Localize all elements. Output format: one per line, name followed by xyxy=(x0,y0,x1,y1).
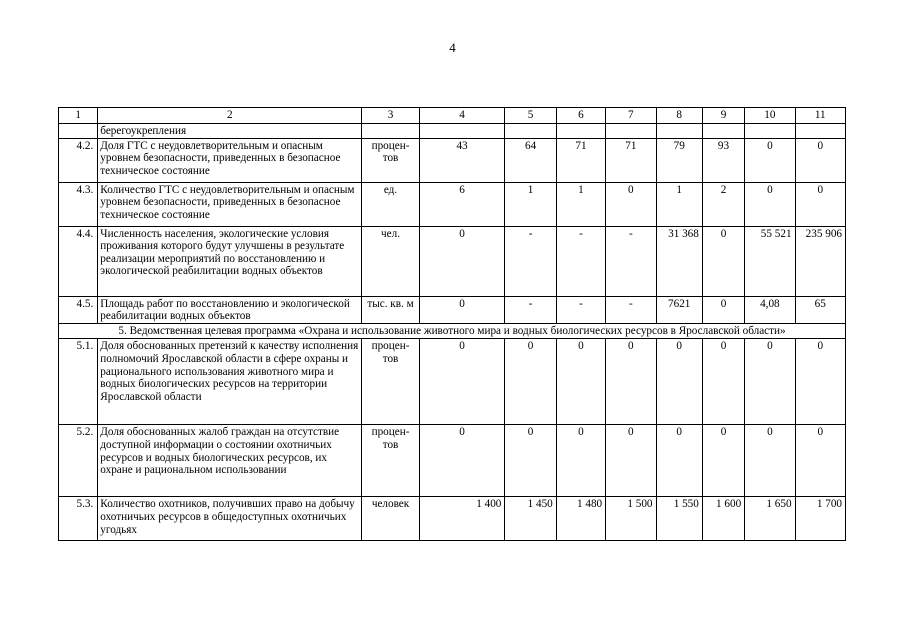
value-cell: 1 400 xyxy=(419,497,505,541)
header-cell: 1 xyxy=(59,108,98,124)
value-cell: 0 xyxy=(505,425,556,497)
value-cell: 0 xyxy=(419,296,505,323)
unit-cell xyxy=(362,124,419,139)
unit-cell: процен-тов xyxy=(362,425,419,497)
value-cell xyxy=(656,124,702,139)
value-cell xyxy=(606,124,656,139)
header-cell: 3 xyxy=(362,108,419,124)
table-row xyxy=(59,497,846,541)
value-cell: 79 xyxy=(656,138,702,182)
value-cell: 1 500 xyxy=(606,497,656,541)
value-cell: 1 xyxy=(556,182,605,226)
value-cell: 71 xyxy=(556,138,605,182)
value-cell: 0 xyxy=(702,296,744,323)
indicator-name: Количество охотников, получивших право на добычу охотничьих ресурсов в общедоступных охотничьих угодьях xyxy=(98,497,362,541)
value-cell: 31 368 xyxy=(656,226,702,296)
table-row xyxy=(59,339,846,425)
value-cell: 0 xyxy=(656,339,702,425)
unit-cell: процен-тов xyxy=(362,339,419,425)
value-cell: 0 xyxy=(702,226,744,296)
row-number xyxy=(59,124,98,139)
unit-cell: чел. xyxy=(362,226,419,296)
table-row xyxy=(59,425,846,497)
table-row xyxy=(59,182,846,226)
indicator-name: Количество ГТС с неудовлетворительным и опасным уровнем безопасности, приведенных в безопасное техническое состояние xyxy=(98,182,362,226)
value-cell: 0 xyxy=(606,425,656,497)
indicator-name: Доля обоснованных жалоб граждан на отсутствие доступной информации о состоянии охотничьих ресурсов и водных биологических ресурсов, их охране и рациональном использовании xyxy=(98,425,362,497)
value-cell xyxy=(745,124,795,139)
indicator-name: Доля обоснованных претензий к качеству исполнения полномочий Ярославской области в сфере охраны и рационального использования животного мира и водных биологических ресурсов на территории Ярославской области xyxy=(98,339,362,425)
value-cell: 43 xyxy=(419,138,505,182)
row-number: 4.2. xyxy=(59,138,98,182)
header-cell: 2 xyxy=(98,108,362,124)
unit-cell: ед. xyxy=(362,182,419,226)
value-cell: - xyxy=(606,296,656,323)
indicator-name: Численность населения, экологические условия проживания которого будут улучшены в результате реализации мероприятий по восстановлению и экологической реабилитации водных объектов xyxy=(98,226,362,296)
value-cell: 0 xyxy=(795,339,845,425)
value-cell: 0 xyxy=(795,138,845,182)
value-cell: 0 xyxy=(419,339,505,425)
value-cell: 1 700 xyxy=(795,497,845,541)
value-cell: 0 xyxy=(745,425,795,497)
value-cell: 65 xyxy=(795,296,845,323)
value-cell: 1 xyxy=(505,182,556,226)
value-cell: - xyxy=(556,226,605,296)
value-cell: 55 521 xyxy=(745,226,795,296)
indicator-name: Площадь работ по восстановлению и экологической реабилитации водных объектов xyxy=(98,296,362,323)
value-cell: 0 xyxy=(606,182,656,226)
row-number: 4.4. xyxy=(59,226,98,296)
value-cell: 0 xyxy=(505,339,556,425)
value-cell: - xyxy=(556,296,605,323)
header-cell: 9 xyxy=(702,108,744,124)
row-number: 5.2. xyxy=(59,425,98,497)
value-cell: 71 xyxy=(606,138,656,182)
unit-cell: человек xyxy=(362,497,419,541)
table-row xyxy=(59,296,846,323)
value-cell: 0 xyxy=(702,339,744,425)
table-row xyxy=(59,124,846,139)
value-cell: 0 xyxy=(745,138,795,182)
value-cell: 0 xyxy=(745,182,795,226)
value-cell xyxy=(419,124,505,139)
indicators-table xyxy=(58,107,846,541)
value-cell: - xyxy=(606,226,656,296)
value-cell: 0 xyxy=(745,339,795,425)
table-row xyxy=(59,138,846,182)
value-cell xyxy=(505,124,556,139)
value-cell: 0 xyxy=(556,425,605,497)
value-cell: 93 xyxy=(702,138,744,182)
value-cell: - xyxy=(505,296,556,323)
value-cell: 4,08 xyxy=(745,296,795,323)
header-cell: 6 xyxy=(556,108,605,124)
value-cell: 235 906 xyxy=(795,226,845,296)
value-cell: 0 xyxy=(702,425,744,497)
value-cell: 0 xyxy=(795,425,845,497)
header-cell: 5 xyxy=(505,108,556,124)
unit-cell: процен-тов xyxy=(362,138,419,182)
value-cell: 0 xyxy=(419,425,505,497)
value-cell xyxy=(702,124,744,139)
value-cell: 2 xyxy=(702,182,744,226)
indicator-name: берегоукрепления xyxy=(98,124,362,139)
value-cell: 1 550 xyxy=(656,497,702,541)
header-cell: 7 xyxy=(606,108,656,124)
value-cell xyxy=(795,124,845,139)
table-row xyxy=(59,226,846,296)
indicator-name: Доля ГТС с неудовлетворительным и опасным уровнем безопасности, приведенных в безопасное техническое состояние xyxy=(98,138,362,182)
value-cell: 64 xyxy=(505,138,556,182)
value-cell xyxy=(556,124,605,139)
value-cell: 1 650 xyxy=(745,497,795,541)
header-row xyxy=(59,108,846,124)
value-cell: 7621 xyxy=(656,296,702,323)
header-cell: 8 xyxy=(656,108,702,124)
value-cell: 1 600 xyxy=(702,497,744,541)
header-cell: 4 xyxy=(419,108,505,124)
section-title: 5. Ведомственная целевая программа «Охрана и использование животного мира и водных биологических ресурсов в Ярославской области» xyxy=(59,323,846,339)
header-cell: 10 xyxy=(745,108,795,124)
row-number: 4.3. xyxy=(59,182,98,226)
value-cell: 1 xyxy=(656,182,702,226)
value-cell: 1 480 xyxy=(556,497,605,541)
value-cell: 0 xyxy=(606,339,656,425)
value-cell: 0 xyxy=(556,339,605,425)
section-row xyxy=(59,323,846,339)
row-number: 4.5. xyxy=(59,296,98,323)
value-cell: 0 xyxy=(419,226,505,296)
value-cell: - xyxy=(505,226,556,296)
unit-cell: тыс. кв. м xyxy=(362,296,419,323)
row-number: 5.1. xyxy=(59,339,98,425)
value-cell: 6 xyxy=(419,182,505,226)
value-cell: 1 450 xyxy=(505,497,556,541)
page-number: 4 xyxy=(449,40,456,55)
value-cell: 0 xyxy=(656,425,702,497)
row-number: 5.3. xyxy=(59,497,98,541)
value-cell: 0 xyxy=(795,182,845,226)
header-cell: 11 xyxy=(795,108,845,124)
